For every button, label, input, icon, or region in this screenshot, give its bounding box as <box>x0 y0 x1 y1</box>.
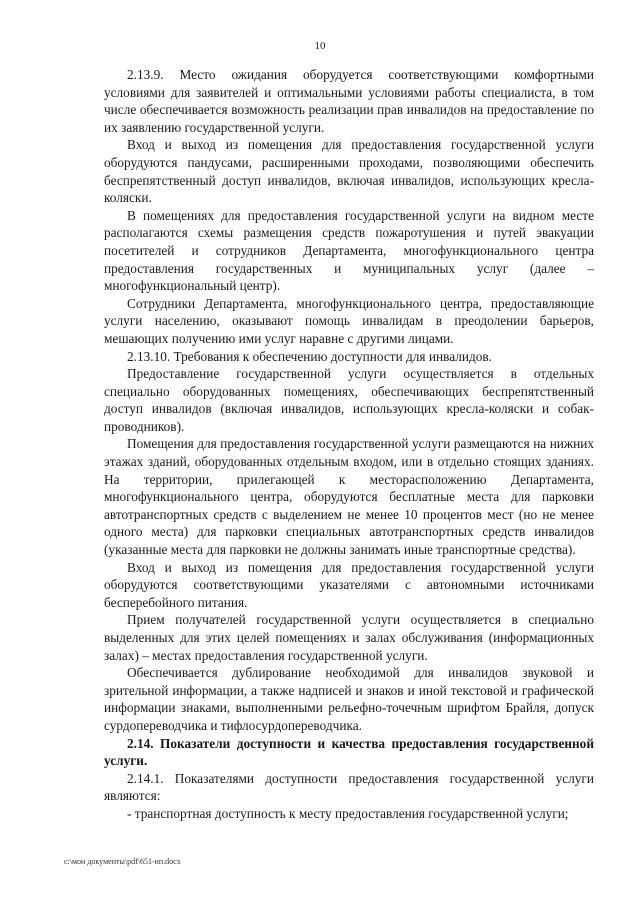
paragraph-evacuation-schemes: В помещениях для предоставления государственной услуги на видном месте располагаются схемы размещения средств пожаротушения и путей эвакуации посетителей и сотрудников Департамента, многофункционального центра предоставления государственных и муниципальных услуг (далее – многофункциональный центр). <box>104 207 594 294</box>
paragraph-reception: Прием получателей государственной услуги осуществляется в специально выделенных для этих целей помещениях и залах обслуживания (информационных залах) – местах предоставления государственной услуги. <box>104 612 594 663</box>
paragraph-braille: Обеспечивается дублирование необходимой для инвалидов звуковой и зрительной информации, а также надписей и знаков и иной текстовой и графической информации знаками, выполненными рельефно-точечным шрифтом Брайля, допуск сурдопереводчика и тифлосурдопереводчика. <box>104 665 594 733</box>
paragraph-special-premises: Предоставление государственной услуги осуществляется в отдельных специально оборудованных помещениях, обеспечивающих беспрепятственный доступ инвалидов (включая инвалидов, использующих кресла-коляски и собак-проводников). <box>104 366 594 434</box>
paragraph-staff-assistance: Сотрудники Департамента, многофункционального центра, предоставляющие услуги населению, оказывают помощь инвалидам в преодолении барьеров, мешающих получению ими услуг наравне с другими лицами. <box>104 295 594 346</box>
page-number: 10 <box>314 40 326 52</box>
section-heading-2-14: 2.14. Показатели доступности и качества предоставления государственной услуги. <box>104 735 594 769</box>
paragraph-2-13-10: 2.13.10. Требования к обеспечению доступности для инвалидов. <box>127 348 492 364</box>
paragraph-signage: Вход и выход из помещения для предоставления государственной услуги оборудуются соответствующими указателями с автономными источниками бесперебойного питания. <box>104 559 594 610</box>
paragraph-2-13-9: 2.13.9. Место ожидания оборудуется соответствующими комфортными условиями для заявителей и оптимальными условиями работы специалиста, в том числе обеспечивается возможность реализации прав инвалидов на предоставление по их заявлению государственной услуги. <box>104 67 594 135</box>
paragraph-parking: Помещения для предоставления государственной услуги размещаются на нижних этажах зданий, оборудованных отдельным входом, или в отдельно стоящих зданиях. На территории, прилегающей к месторасположению Департамента, многофункционального центра, оборудуются бесплатные места для парковки автотранспортных средств с выделением не менее 10 процентов мест (но не менее одного места) для парковки специальных автотранспортных средств инвалидов (указанные места для парковки не должны занимать иные транспортные средства). <box>104 436 594 558</box>
document-body <box>104 66 594 823</box>
paragraph-entrance-ramps: Вход и выход из помещения для предоставления государственной услуги оборудуются пандусами, расширенными проходами, позволяющими обеспечить беспрепятственный доступ инвалидов, включая инвалидов, использующих кресла-коляски. <box>104 137 594 206</box>
paragraph-2-14-1: 2.14.1. Показателями доступности предоставления государственной услуги являются: <box>104 770 594 804</box>
footer-file-path: c:\мои документы\pdf\651-ип.docx <box>64 857 181 866</box>
list-item-transport-access: - транспортная доступность к месту предоставления государственной услуги; <box>127 805 569 821</box>
